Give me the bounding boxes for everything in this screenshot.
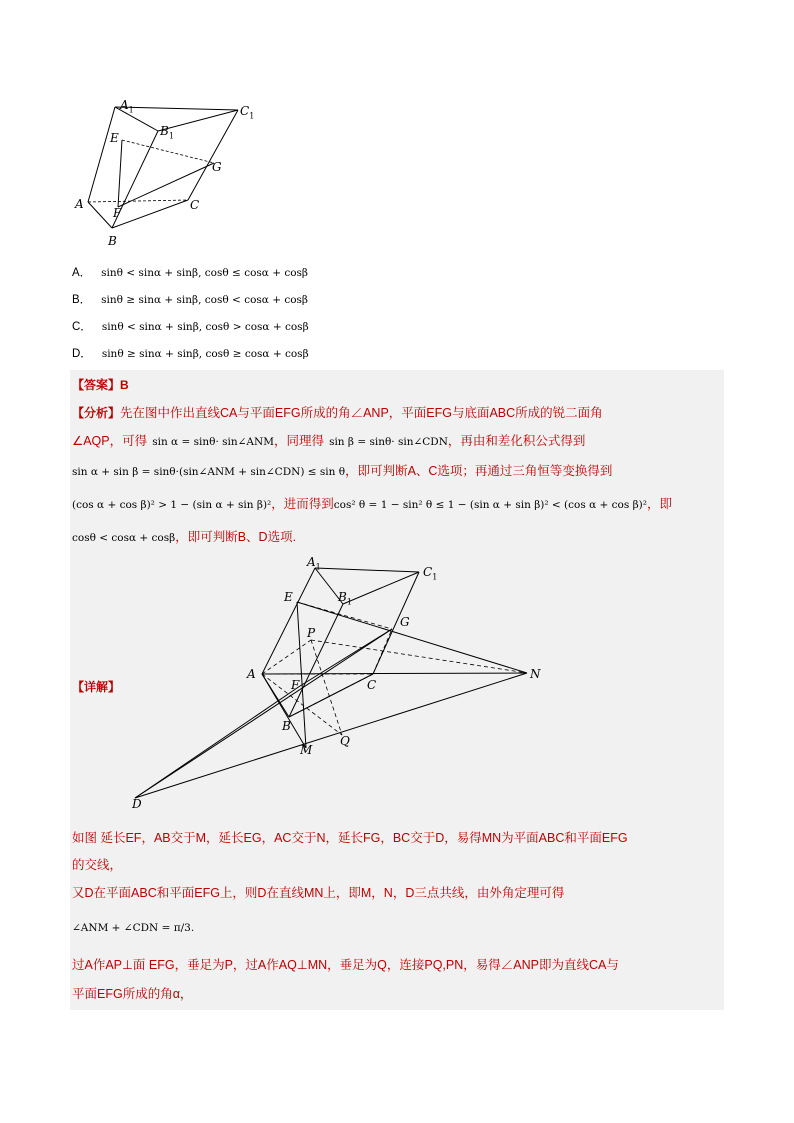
label-c1: $C_1$: [240, 104, 255, 121]
label2-b1: $B_1$: [338, 590, 352, 607]
label2-e: E: [284, 590, 293, 604]
analysis-line-1: 【分析】先在图中作出直线CA与平面EFG所成的角∠ANP，平面EFG与底面ABC所成的锐二面角: [72, 406, 603, 420]
label2-f: F: [291, 678, 300, 692]
body-para-1b: 的交线，: [72, 858, 123, 872]
body-para-2: 又D在平面ABC和平面EFG上，则D在直线MN上，即M，N，D三点共线，由外角定理可得: [72, 886, 565, 900]
option-b: B． sinθ ≥ sinα + sinβ, cosθ < cosα + cosβ: [72, 294, 309, 306]
label2-p: P: [307, 626, 316, 640]
analysis-line-3: sin α + sin β = sinθ·(sin∠ANM + sin∠CDN) ≤ sin θ，即可判断A、C选项；再通过三角恒等变换得到: [72, 464, 613, 478]
body-para-4: 过A作AP⊥面 EFG，垂足为P，过A作AQ⊥MN，垂足为Q，连接PQ,PN，易得∠ANP即为直线CA与: [72, 958, 619, 972]
label2-a1: $A_1$: [307, 555, 321, 572]
body-para-1: 如图 延长EF，AB交于M，延长EG，AC交于N，延长FG，BC交于D，易得MN为平面ABC和平面EFG: [72, 831, 628, 845]
answer-line: 【答案】B: [72, 378, 129, 392]
label2-c1: $C_1$: [423, 565, 438, 582]
label2-d: D: [132, 797, 142, 811]
detail-tag: 【详解】: [72, 680, 121, 694]
analysis-line-5: cosθ < cosα + cosβ，即可判断B、D选项.: [72, 530, 297, 544]
option-c: C． sinθ < sinα + sinβ, cosθ > cosα + cosβ: [72, 321, 309, 333]
analysis-line-2: ∠AQP，可得 sin α = sinθ· sin∠ANM，同理得 sin β = sinθ· sin∠CDN，再由和差化积公式得到: [72, 434, 586, 448]
label-c: C: [190, 198, 200, 212]
label2-q: Q: [340, 734, 350, 748]
option-d: D． sinθ ≥ sinα + sinβ, cosθ ≥ cosα + cosβ: [72, 348, 309, 360]
label2-n: N: [530, 667, 541, 681]
label-a1: $A_1$: [120, 98, 134, 115]
body-para-3: ∠ANM + ∠CDN = π/3.: [72, 922, 195, 934]
detail-figure: [125, 550, 545, 810]
option-a: A． sinθ < sinα + sinβ, cosθ ≤ cosα + cosβ: [72, 267, 309, 279]
label-g: G: [212, 160, 222, 174]
label-a: A: [75, 197, 84, 211]
label-e: E: [110, 131, 119, 145]
label-b1: $B_1$: [160, 124, 174, 141]
analysis-line-4: (cos α + cos β)² > 1 − (sin α + sin β)²，进而得到cos² θ = 1 − sin² θ ≤ 1 − (sin α + sin β)² < (cos α + cos β)²，即: [72, 497, 672, 511]
label2-g: G: [400, 615, 410, 629]
label2-a: A: [247, 667, 256, 681]
label2-b: B: [282, 719, 291, 733]
label-b: B: [108, 234, 117, 248]
label-f: F: [113, 206, 122, 220]
label2-m: M: [300, 743, 313, 757]
label2-c: C: [367, 678, 377, 692]
body-para-5: 平面EFG所成的角α，: [72, 987, 193, 1001]
